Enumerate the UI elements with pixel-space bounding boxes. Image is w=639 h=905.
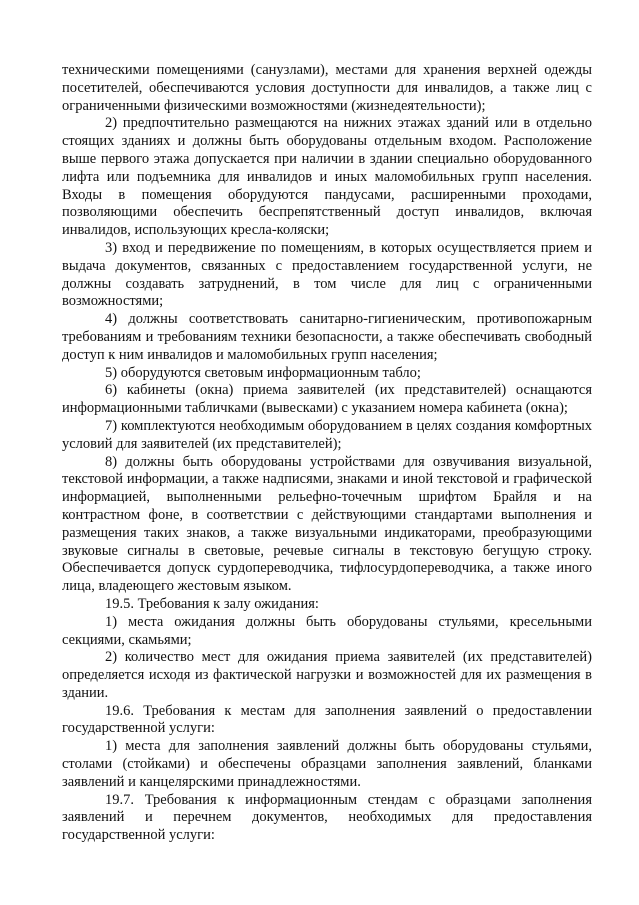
paragraph-item-8: 8) должны быть оборудованы устройствами для озвучивания визуальной, текстовой информации, а также надписями, знаками и иной текстовой и графической информацией, выполненными рельефно-точечным шрифтом Брайля и на контрастном фоне, в соответствии с действующими стандартами выполнения и размещения таких знаков, а также визуальными индикаторами, преобразующими звуковые сигналы в световые, речевые сигналы в текстовую бегущую строку. Обеспечивается допуск сурдопереводчика, тифлосурдопереводчика, а также иного лица, владеющего жестовым языком.: [62, 453, 592, 595]
paragraph-19-5-item-2: 2) количество мест для ожидания приема заявителей (их представителей) определяется исходя из фактической нагрузки и возможностей для их размещения в здании.: [62, 649, 592, 701]
paragraph-continuation: техническими помещениями (санузлами), местами для хранения верхней одежды посетителей, обеспечиваются условия доступности для инвалидов, а также лиц с ограниченными физическими возможностями (жизнедеятельности);: [62, 62, 592, 114]
paragraph-item-4: 4) должны соответствовать санитарно-гигиеническим, противопожарным требованиям и требованиям техники безопасности, а также обеспечивать свободный доступ к ним инвалидов и маломобильных групп населения;: [62, 311, 592, 363]
paragraph-item-2: 2) предпочтительно размещаются на нижних этажах зданий или в отдельно стоящих зданиях и должны быть оборудованы отдельным входом. Расположение выше первого этажа допускается при наличии в здании специально оборудованного лифта или подъемника для инвалидов и иных маломобильных групп населения. Входы в помещения оборудуются пандусами, расширенными проходами, позволяющими обеспечить беспрепятственный доступ инвалидов, включая инвалидов, использующих кресла-коляски;: [62, 115, 592, 239]
paragraph-19-5-item-1: 1) места ожидания должны быть оборудованы стульями, кресельными секциями, скамьями;: [62, 613, 592, 648]
section-heading-19-6: 19.6. Требования к местам для заполнения заявлений о предоставлении государственной услуги:: [62, 702, 592, 737]
section-heading-19-5: 19.5. Требования к залу ожидания:: [105, 595, 319, 612]
paragraph-item-3: 3) вход и передвижение по помещениям, в которых осуществляется прием и выдача документов, связанных с предоставлением государственной услуги, не должны создавать затруднений, в том числе для лиц с ограниченными возможностями;: [62, 239, 592, 310]
paragraph-item-7: 7) комплектуются необходимым оборудованием в целях создания комфортных условий для заявителей (их представителей);: [62, 417, 592, 452]
document-page: [62, 62, 592, 845]
section-heading-19-7: 19.7. Требования к информационным стендам с образцами заполнения заявлений и перечнем документов, необходимых для предоставления государственной услуги:: [62, 791, 592, 844]
paragraph-item-6: 6) кабинеты (окна) приема заявителей (их представителей) оснащаются информационными табличками (вывесками) с указанием номера кабинета (окна);: [62, 382, 592, 417]
paragraph-item-5: 5) оборудуются световым информационным табло;: [105, 364, 421, 381]
paragraph-19-6-item-1: 1) места для заполнения заявлений должны быть оборудованы стульями, столами (стойками) и обеспечены образцами заполнения заявлений, бланками заявлений и канцелярскими принадлежностями.: [62, 738, 592, 790]
